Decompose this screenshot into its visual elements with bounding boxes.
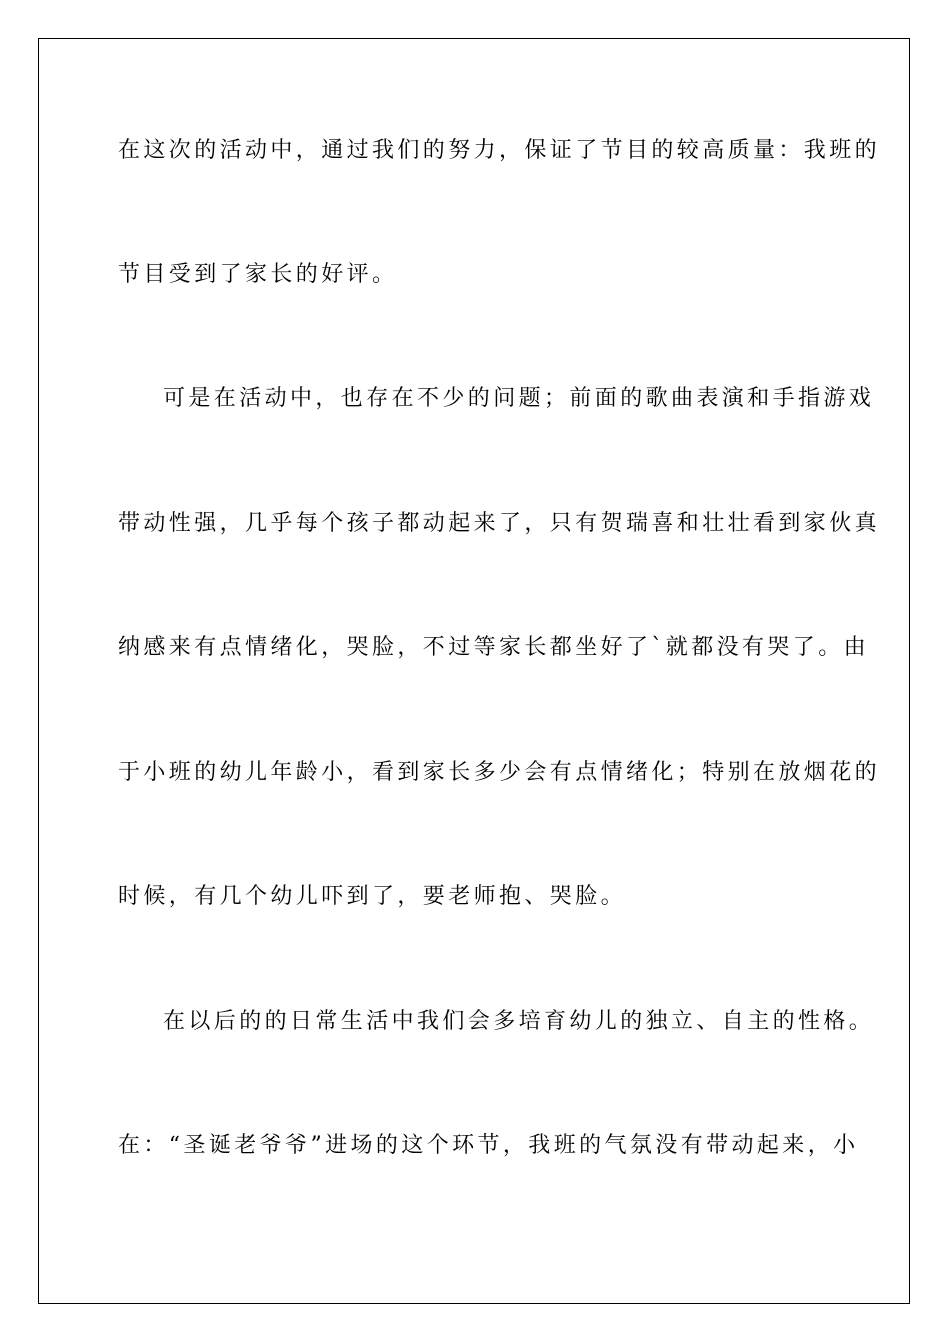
- text-line: 在：“圣诞老爷爷”进场的这个环节，我班的气氛没有带动起来，小: [118, 1133, 859, 1158]
- text-line: 可是在活动中，也存在不少的问题；前面的歌曲表演和手指游戏: [163, 386, 875, 411]
- text-line: 节目受到了家长的好评。: [118, 262, 398, 287]
- page-border: [38, 38, 910, 1304]
- text-line: 于小班的幼儿年龄小，看到家长多少会有点情绪化；特别在放烟花的: [118, 760, 881, 785]
- text-line: 在这次的活动中，通过我们的努力，保证了节目的较高质量：我班的: [118, 138, 881, 163]
- text-line: 纳感来有点情绪化，哭脸，不过等家长都坐好了`就都没有哭了。由: [118, 635, 870, 660]
- text-line: 时候，有几个幼儿吓到了，要老师抱、哭脸。: [118, 884, 627, 909]
- text-line: 在以后的的日常生活中我们会多培育幼儿的独立、自主的性格。: [163, 1009, 875, 1034]
- text-line: 带动性强，几乎每个孩子都动起来了，只有贺瑞喜和壮壮看到家伙真: [118, 511, 881, 536]
